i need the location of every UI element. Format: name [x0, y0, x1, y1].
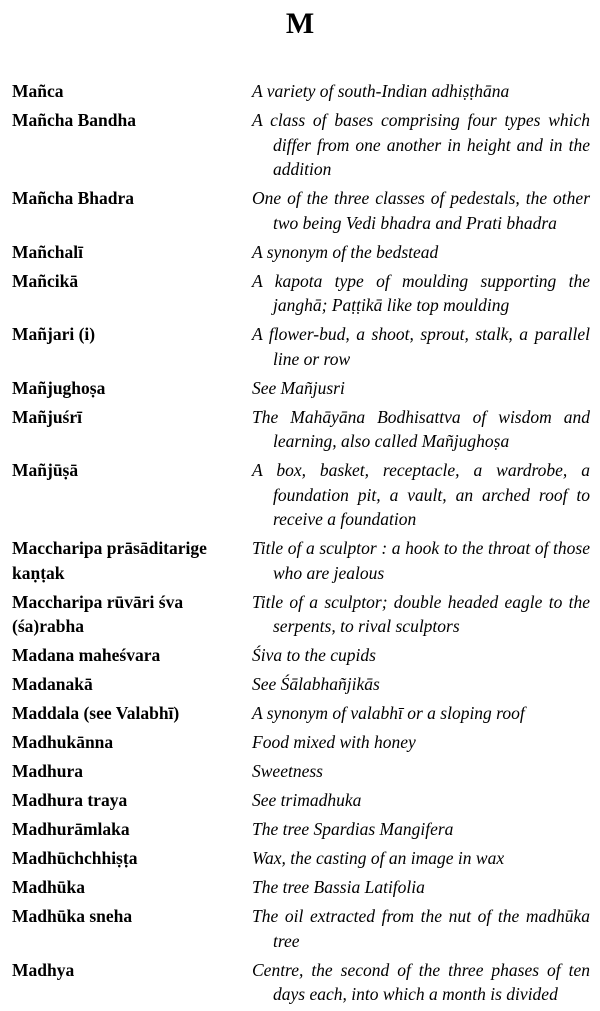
entry-term: Madhūchchhiṣṭa	[12, 848, 138, 868]
glossary-entry	[12, 186, 590, 235]
entry-definition: See Śālabhañjikās	[252, 674, 380, 694]
entry-definition: One of the three classes of pedestals, the other two being Vedi bhadra and Prati bhadra	[252, 188, 590, 233]
glossary-entry	[12, 79, 590, 104]
entry-term: Maccharipa rūvāri śva (śa)rabha	[12, 591, 184, 636]
entry-term: Madanakā	[12, 674, 93, 694]
entry-definition: Centre, the second of the three phases of ten days each, into which a month is divided	[252, 959, 590, 1004]
glossary-entry	[12, 846, 590, 871]
entry-definition: A class of bases comprising four types which differ from one another in height and in the addition	[252, 110, 590, 179]
entry-term: Mañcha Bhadra	[12, 188, 135, 208]
glossary-entry	[12, 376, 590, 401]
glossary-entry	[12, 759, 590, 784]
entry-definition: Śiva to the cupids	[252, 645, 376, 665]
entry-term: Madhūka sneha	[12, 906, 133, 926]
entry-term: Maccharipa prāsāditarige kaṇṭak	[12, 538, 207, 583]
glossary-entry	[12, 643, 590, 668]
entry-definition: A box, basket, receptacle, a wardrobe, a foundation pit, a vault, an arched roof to receive a foundation	[252, 460, 590, 529]
entry-definition: A synonym of the bedstead	[252, 241, 439, 262]
entry-term: Madhura traya	[12, 790, 128, 810]
entry-definition: A flower-bud, a shoot, sprout, stalk, a parallel line or row	[252, 324, 590, 369]
entry-definition: Title of a sculptor : a hook to the throat of those who are jealous	[252, 538, 590, 583]
glossary-entry	[12, 269, 590, 318]
glossary-entry	[12, 240, 590, 265]
entry-term: Mañjūṣā	[12, 460, 79, 480]
entry-term: Madhūka	[12, 877, 85, 897]
glossary-entry	[12, 108, 590, 182]
entry-term: Mañjari (i)	[12, 324, 96, 344]
glossary-entry	[12, 536, 590, 585]
glossary-entry	[12, 788, 590, 813]
glossary-entry	[12, 701, 590, 726]
entry-term: Mañchalī	[12, 241, 83, 262]
entry-definition: See trimadhuka	[252, 790, 362, 810]
entry-definition: The oil extracted from the nut of the madhūka tree	[252, 906, 590, 951]
glossary-entry	[12, 590, 590, 639]
entry-term: Mañcikā	[12, 270, 79, 291]
entry-term: Maddala (see Valabhī)	[12, 703, 180, 723]
entry-definition: Food mixed with honey	[252, 732, 416, 752]
glossary-entry	[12, 875, 590, 900]
glossary-entry	[12, 458, 590, 532]
entry-definition: The tree Spardias Mangifera	[252, 819, 454, 839]
glossary-entry	[12, 672, 590, 697]
glossary-entry	[12, 730, 590, 755]
entry-definition: A kapota type of moulding supporting the janghā; Paṭṭikā like top moulding	[252, 270, 590, 315]
glossary-list	[12, 79, 590, 1011]
entry-definition: A variety of south-Indian adhiṣṭhāna	[252, 81, 510, 101]
glossary-entry	[12, 817, 590, 842]
entry-definition: A synonym of valabhī or a sloping roof	[252, 703, 525, 723]
entry-term: Mañjuśrī	[12, 406, 82, 427]
entry-definition: The Mahāyāna Bodhisattva of wisdom and learning, also called Mañjughoṣa	[252, 406, 590, 451]
glossary-entry	[12, 322, 590, 371]
entry-term: Madana maheśvara	[12, 645, 161, 665]
section-heading: M	[285, 7, 315, 40]
entry-definition: The tree Bassia Latifolia	[252, 877, 425, 897]
entry-definition: Title of a sculptor; double headed eagle to the serpents, to rival sculptors	[252, 591, 590, 636]
glossary-entry	[12, 405, 590, 454]
entry-definition: See Mañjusri	[252, 377, 345, 398]
glossary-entry	[12, 958, 590, 1007]
entry-term: Mañjughoṣa	[12, 377, 106, 398]
entry-term: Mañca	[12, 81, 64, 101]
entry-term: Madhya	[12, 959, 75, 980]
entry-term: Mañcha Bandha	[12, 110, 136, 130]
entry-term: Madhurāmlaka	[12, 819, 130, 839]
glossary-entry	[12, 904, 590, 953]
entry-definition: Wax, the casting of an image in wax	[252, 848, 505, 868]
entry-term: Madhukānna	[12, 732, 114, 752]
entry-term: Madhura	[12, 761, 83, 781]
entry-definition: Sweetness	[252, 761, 323, 781]
